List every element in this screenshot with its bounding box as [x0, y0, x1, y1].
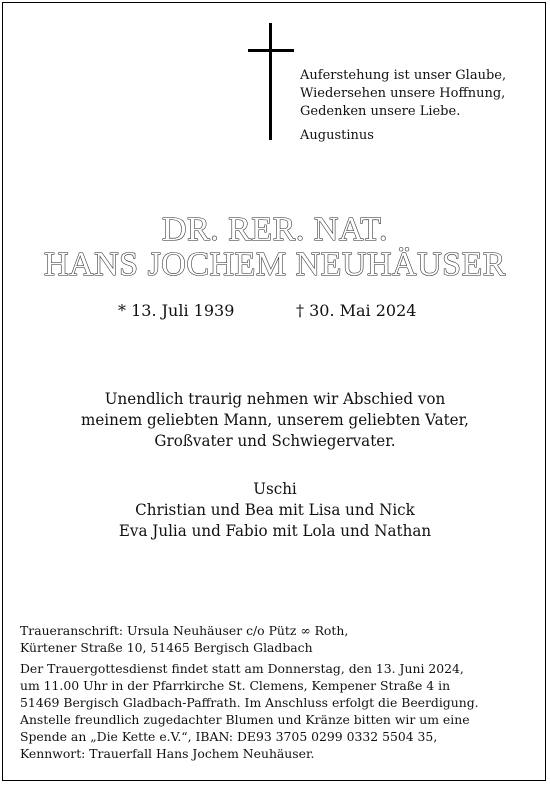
family-member: Eva Julia und Fabio mit Lola und Nathan: [118, 521, 432, 540]
family-member: Christian und Bea mit Lisa und Nick: [135, 500, 415, 519]
cross-icon-horizontal: [248, 49, 294, 52]
mourning-address: [20, 622, 530, 656]
quote: [300, 67, 506, 121]
service-line: um 11.00 Uhr in der Pfarrkirche St. Clemens, Kempener Straße 4 in: [20, 678, 451, 693]
address-line: Traueranschrift: Ursula Neuhäuser c/o Pütz ∞ Roth,: [20, 623, 349, 638]
birth-date: * 13. Juli 1939: [118, 301, 235, 320]
mourning-line: Großvater und Schwiegervater.: [154, 431, 396, 450]
service-line: Kennwort: Trauerfall Hans Jochem Neuhäuser.: [20, 746, 315, 761]
quote-line: Auferstehung ist unser Glaube,: [300, 68, 507, 83]
mourning-text: [0, 388, 550, 451]
cross-icon-vertical: [269, 23, 272, 140]
death-date: † 30. Mai 2024: [296, 301, 417, 320]
service-line: Der Trauergottesdienst findet statt am Donnerstag, den 13. Juni 2024,: [20, 661, 464, 676]
quote-line: Wiedersehen unsere Hoffnung,: [300, 86, 506, 101]
deceased-title: DR. RER. NAT.: [162, 211, 388, 248]
deceased-name: HANS JOCHEM NEUHÄUSER: [44, 246, 506, 283]
address-line: Kürtener Straße 10, 51465 Bergisch Gladbach: [20, 640, 313, 655]
mourning-line: meinem geliebten Mann, unserem geliebten Vater,: [81, 410, 469, 429]
quote-line: Gedenken unsere Liebe.: [300, 104, 461, 119]
service-info: [20, 660, 530, 762]
service-line: 51469 Bergisch Gladbach-Paffrath. Im Anschluss erfolgt die Beerdigung.: [20, 695, 479, 710]
family-list: [0, 478, 550, 541]
service-line: Anstelle freundlich zugedachter Blumen und Kränze bitten wir um eine: [20, 712, 470, 727]
family-member: Uschi: [253, 479, 297, 498]
mourning-line: Unendlich traurig nehmen wir Abschied von: [104, 389, 446, 408]
service-line: Spende an „Die Kette e.V.“, IBAN: DE93 3705 0299 0332 5504 35,: [20, 729, 438, 744]
quote-author: Augustinus: [300, 128, 374, 143]
